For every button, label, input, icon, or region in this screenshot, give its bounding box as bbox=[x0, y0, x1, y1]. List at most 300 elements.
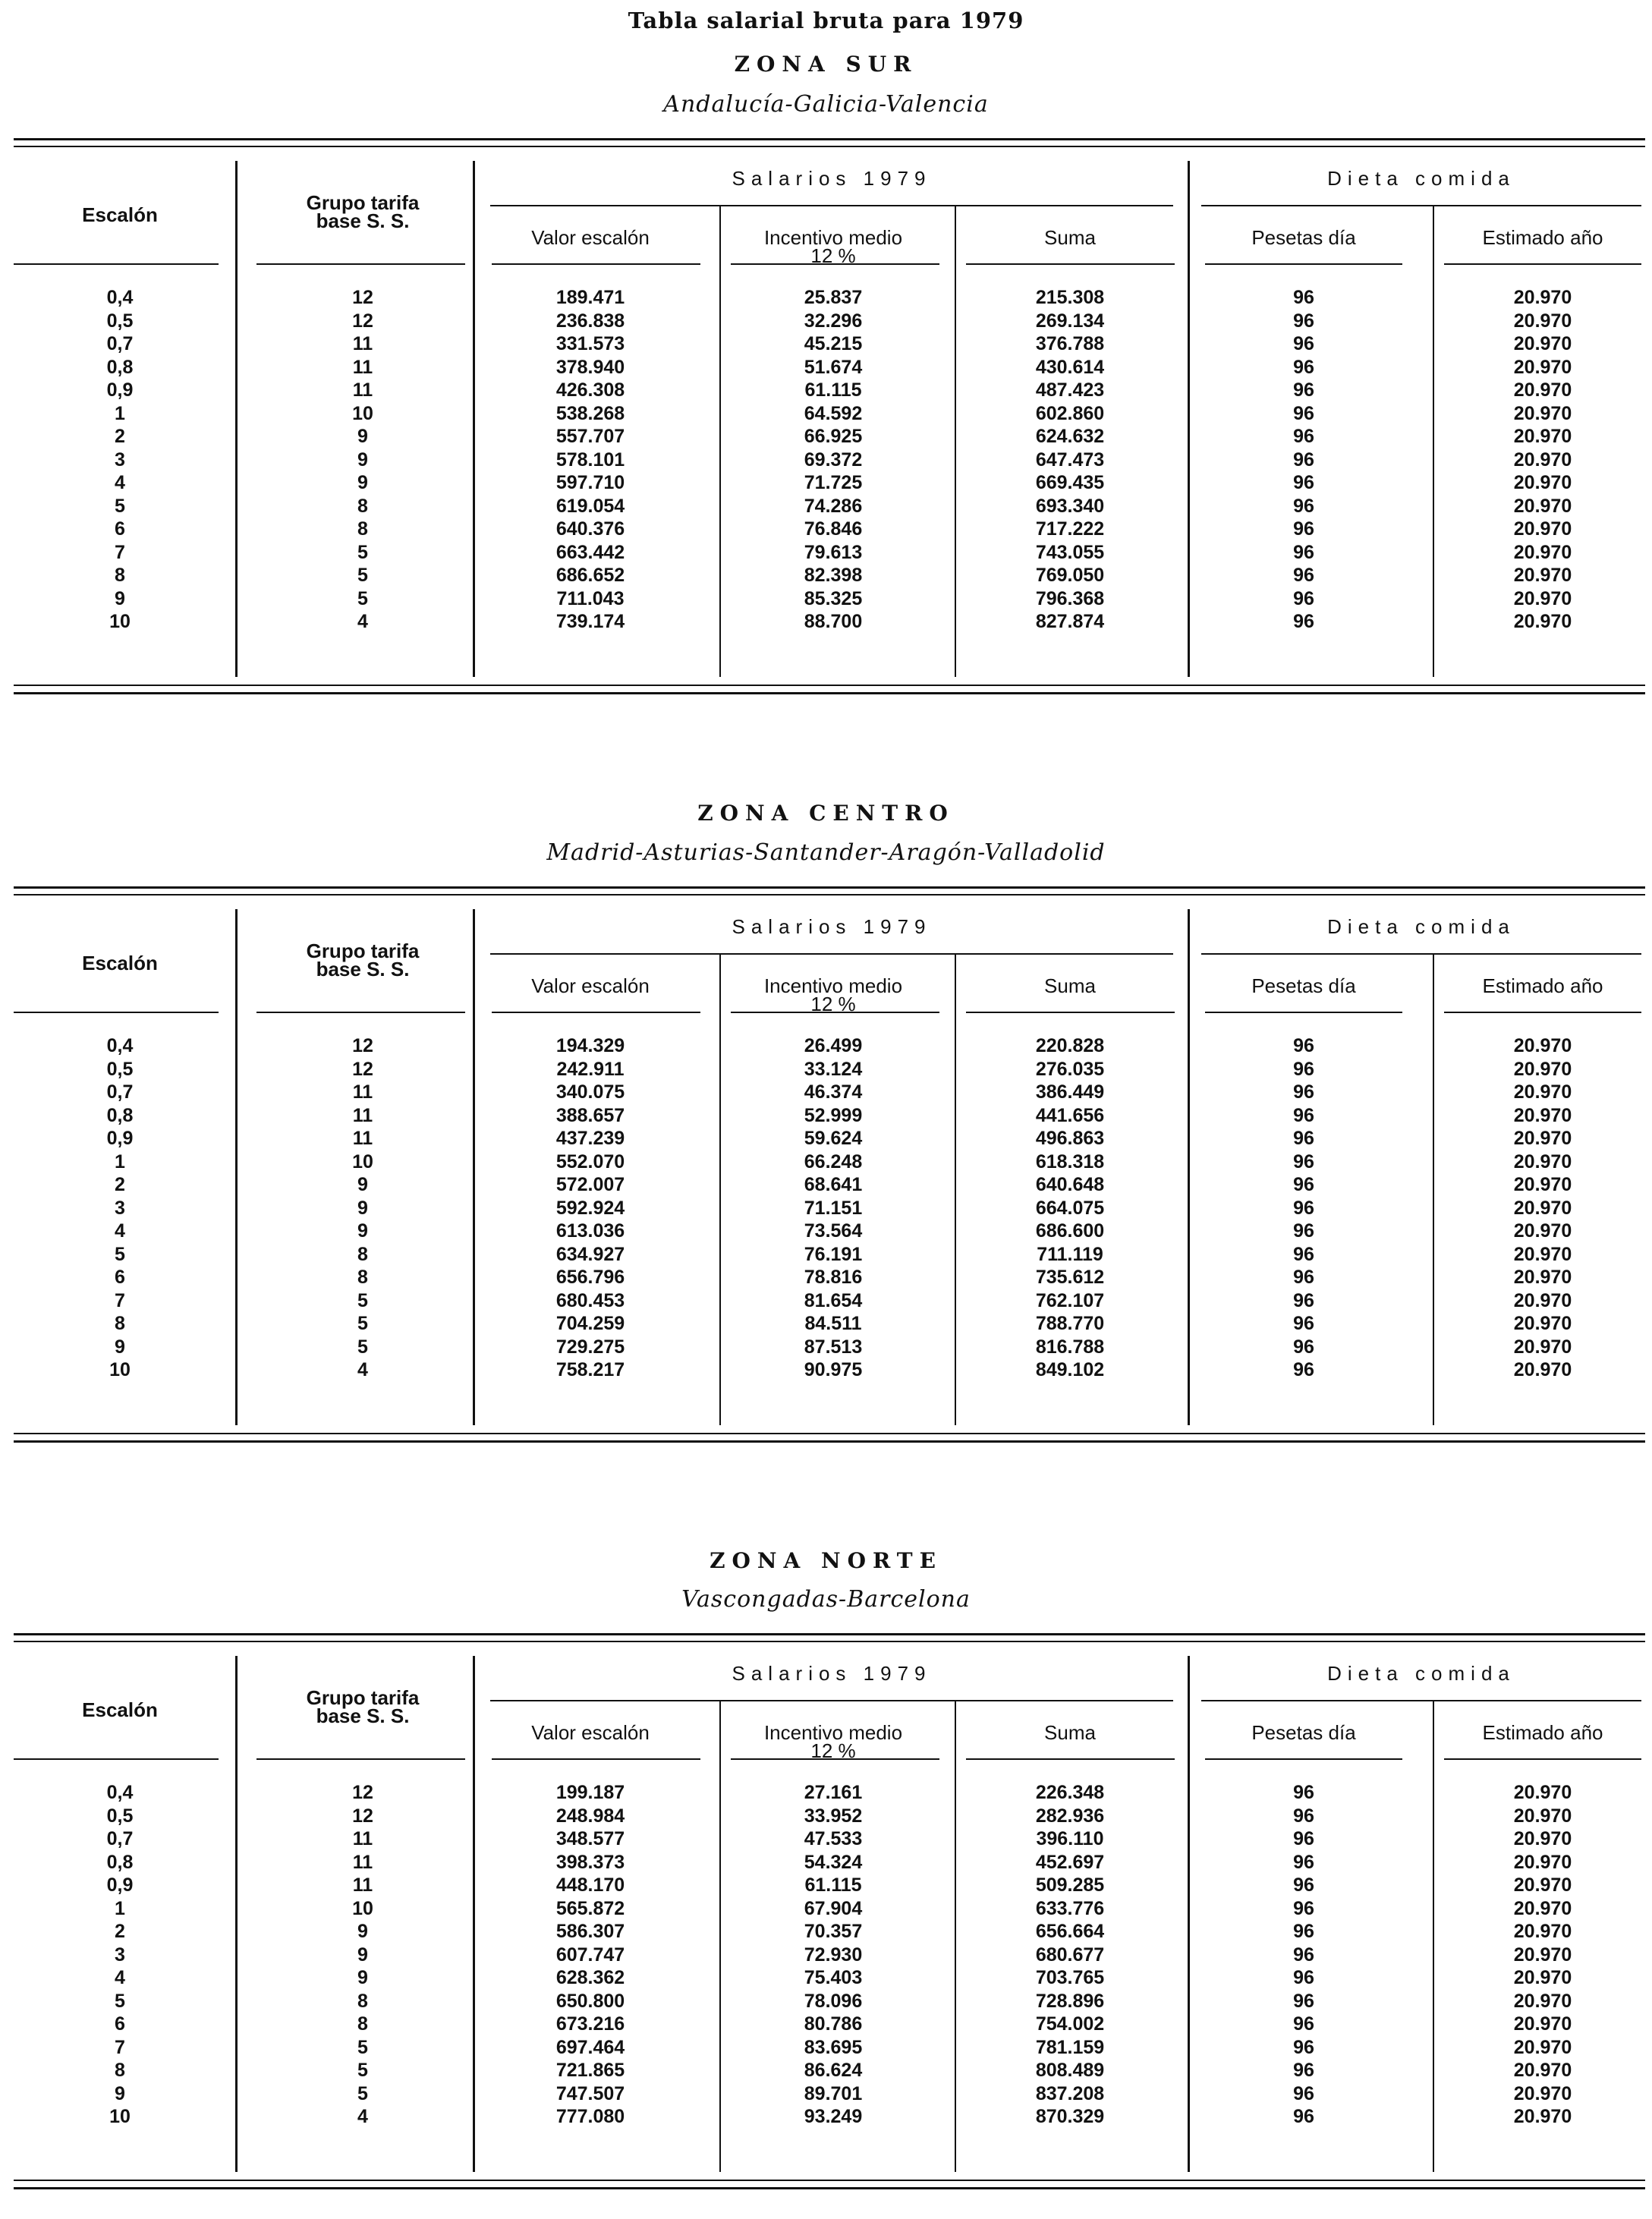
table-cell: 282.936 bbox=[1035, 1805, 1105, 1827]
table-cell: 618.318 bbox=[1035, 1150, 1105, 1172]
table-cell: 69.372 bbox=[804, 449, 863, 471]
top-rule-inner bbox=[14, 894, 1645, 895]
table-cell: 8 bbox=[357, 518, 368, 540]
table-cell: 20.970 bbox=[1513, 541, 1572, 563]
table-row bbox=[14, 518, 1645, 541]
table-cell: 226.348 bbox=[1035, 1782, 1105, 1803]
table-row bbox=[14, 1944, 1645, 1967]
bottom-rule-outer bbox=[14, 2187, 1645, 2189]
table-cell: 0,9 bbox=[106, 1874, 134, 1896]
table-cell: 8 bbox=[115, 1313, 125, 1334]
table-cell: 633.776 bbox=[1035, 1897, 1105, 1919]
document-title: Tabla salarial bruta para 1979 bbox=[628, 8, 1024, 33]
table-cell: 96 bbox=[1293, 1243, 1314, 1265]
header-underline bbox=[1205, 263, 1402, 265]
table-cell: 9 bbox=[115, 1336, 125, 1358]
header-grupo-line1: Grupo tarifa bbox=[306, 940, 420, 962]
table-cell: 96 bbox=[1293, 472, 1314, 493]
table-cell: 538.268 bbox=[555, 402, 625, 424]
table-cell: 75.403 bbox=[804, 1967, 863, 1988]
table-cell: 827.874 bbox=[1035, 611, 1105, 632]
salarios-rule bbox=[490, 205, 1173, 206]
table-cell: 386.449 bbox=[1035, 1081, 1105, 1103]
table-cell: 68.641 bbox=[804, 1174, 863, 1195]
table-cell: 9 bbox=[357, 1174, 368, 1195]
table-cell: 1 bbox=[115, 402, 125, 424]
table-cell: 96 bbox=[1293, 1104, 1314, 1126]
table-cell: 71.725 bbox=[804, 472, 863, 493]
table-cell: 96 bbox=[1293, 1359, 1314, 1380]
table-cell: 0,7 bbox=[106, 1081, 134, 1103]
table-cell: 8 bbox=[357, 1267, 368, 1288]
table-row bbox=[14, 379, 1645, 402]
table-cell: 20.970 bbox=[1513, 449, 1572, 471]
table-cell: 628.362 bbox=[555, 1967, 625, 1988]
table-cell: 20.970 bbox=[1513, 2036, 1572, 2058]
table-cell: 743.055 bbox=[1035, 541, 1105, 563]
table-cell: 20.970 bbox=[1513, 2106, 1572, 2127]
table-cell: 96 bbox=[1293, 310, 1314, 332]
table-cell: 728.896 bbox=[1035, 1990, 1105, 2012]
table-cell: 1 bbox=[115, 1150, 125, 1172]
table-cell: 59.624 bbox=[804, 1128, 863, 1149]
header-underline bbox=[14, 1012, 219, 1013]
header-pesetas-dia: Pesetas día bbox=[1251, 226, 1356, 249]
table-cell: 4 bbox=[115, 1967, 125, 1988]
table-row bbox=[14, 1874, 1645, 1897]
table-cell: 20.970 bbox=[1513, 333, 1572, 354]
table-row bbox=[14, 1920, 1645, 1944]
table-row bbox=[14, 1781, 1645, 1805]
table-cell: 66.248 bbox=[804, 1150, 863, 1172]
header-grupo-line1: Grupo tarifa bbox=[306, 1686, 420, 1709]
table-cell: 78.096 bbox=[804, 1990, 863, 2012]
header-suma: Suma bbox=[1044, 1721, 1096, 1744]
salarios-rule bbox=[490, 953, 1173, 955]
table-cell: 9 bbox=[357, 1197, 368, 1219]
table-cell: 8 bbox=[357, 495, 368, 517]
table-cell: 12 bbox=[352, 310, 373, 332]
table-cell: 87.513 bbox=[804, 1336, 863, 1358]
table-cell: 607.747 bbox=[555, 1944, 625, 1966]
table-cell: 96 bbox=[1293, 1805, 1314, 1827]
table-cell: 509.285 bbox=[1035, 1874, 1105, 1896]
header-underline bbox=[966, 263, 1175, 265]
table-cell: 45.215 bbox=[804, 333, 863, 354]
table-cell: 11 bbox=[352, 333, 373, 354]
table-cell: 20.970 bbox=[1513, 1267, 1572, 1288]
table-cell: 20.970 bbox=[1513, 1035, 1572, 1056]
table-row bbox=[14, 402, 1645, 426]
table-row bbox=[14, 1289, 1645, 1313]
table-cell: 398.373 bbox=[555, 1851, 625, 1873]
header-valor-escalon: Valor escalón bbox=[531, 226, 650, 249]
table-cell: 586.307 bbox=[555, 1921, 625, 1942]
table-cell: 89.701 bbox=[804, 2082, 863, 2104]
zone-0-rows bbox=[14, 286, 1645, 634]
table-cell: 20.970 bbox=[1513, 472, 1572, 493]
table-cell: 20.970 bbox=[1513, 1243, 1572, 1265]
table-row bbox=[14, 587, 1645, 611]
table-cell: 680.453 bbox=[555, 1289, 625, 1311]
table-cell: 20.970 bbox=[1513, 1967, 1572, 1988]
table-cell: 0,4 bbox=[106, 287, 134, 308]
table-cell: 96 bbox=[1293, 1897, 1314, 1919]
table-cell: 5 bbox=[357, 2082, 368, 2104]
table-cell: 9 bbox=[357, 1944, 368, 1966]
table-cell: 96 bbox=[1293, 2013, 1314, 2035]
table-cell: 20.970 bbox=[1513, 1128, 1572, 1149]
table-row bbox=[14, 2036, 1645, 2060]
table-cell: 5 bbox=[357, 2036, 368, 2058]
table-cell: 2 bbox=[115, 1174, 125, 1195]
table-cell: 849.102 bbox=[1035, 1359, 1105, 1380]
table-cell: 96 bbox=[1293, 1782, 1314, 1803]
table-cell: 711.119 bbox=[1037, 1243, 1103, 1265]
table-cell: 70.357 bbox=[804, 1921, 863, 1942]
table-cell: 10 bbox=[109, 1359, 131, 1380]
table-cell: 20.970 bbox=[1513, 2082, 1572, 2104]
table-cell: 96 bbox=[1293, 1921, 1314, 1942]
table-cell: 96 bbox=[1293, 2082, 1314, 2104]
table-cell: 20.970 bbox=[1513, 495, 1572, 517]
table-cell: 721.865 bbox=[555, 2060, 625, 2081]
table-cell: 769.050 bbox=[1035, 565, 1105, 586]
header-suma: Suma bbox=[1044, 226, 1096, 249]
table-cell: 96 bbox=[1293, 565, 1314, 586]
zone-2-table bbox=[14, 1633, 1645, 2219]
table-cell: 426.308 bbox=[555, 379, 625, 401]
table-cell: 242.911 bbox=[556, 1058, 625, 1080]
table-cell: 2 bbox=[115, 1921, 125, 1942]
table-cell: 80.786 bbox=[804, 2013, 863, 2035]
table-cell: 647.473 bbox=[1035, 449, 1105, 471]
table-row bbox=[14, 1081, 1645, 1104]
header-underline bbox=[256, 1012, 465, 1013]
header-underline bbox=[1444, 263, 1641, 265]
table-cell: 20.970 bbox=[1513, 518, 1572, 540]
table-cell: 20.970 bbox=[1513, 1289, 1572, 1311]
table-cell: 735.612 bbox=[1035, 1267, 1105, 1288]
table-cell: 0,8 bbox=[106, 1104, 134, 1126]
table-cell: 717.222 bbox=[1035, 518, 1105, 540]
table-cell: 0,8 bbox=[106, 1851, 134, 1873]
table-cell: 96 bbox=[1293, 1313, 1314, 1334]
header-pesetas-dia: Pesetas día bbox=[1251, 974, 1356, 997]
header-dieta: Dieta comida bbox=[1327, 1662, 1515, 1685]
header-dieta: Dieta comida bbox=[1327, 167, 1515, 190]
table-cell: 669.435 bbox=[1035, 472, 1105, 493]
table-cell: 83.695 bbox=[804, 2036, 863, 2058]
table-cell: 781.159 bbox=[1035, 2036, 1105, 2058]
table-cell: 0,9 bbox=[106, 1128, 134, 1149]
table-cell: 67.904 bbox=[804, 1897, 863, 1919]
bottom-rule-outer bbox=[14, 1440, 1645, 1443]
table-cell: 5 bbox=[357, 587, 368, 609]
table-cell: 76.846 bbox=[804, 518, 863, 540]
table-row bbox=[14, 1358, 1645, 1382]
table-cell: 5 bbox=[357, 541, 368, 563]
header-underline bbox=[14, 263, 219, 265]
table-cell: 602.860 bbox=[1035, 402, 1105, 424]
table-cell: 47.533 bbox=[804, 1828, 863, 1849]
table-cell: 12 bbox=[352, 287, 373, 308]
header-estimado-ano: Estimado año bbox=[1482, 974, 1603, 997]
table-cell: 82.398 bbox=[804, 565, 863, 586]
header-underline bbox=[256, 263, 465, 265]
zone-0-title: ZONA SUR bbox=[734, 52, 918, 77]
table-cell: 20.970 bbox=[1513, 356, 1572, 378]
table-cell: 51.674 bbox=[804, 356, 863, 378]
table-cell: 578.101 bbox=[555, 449, 625, 471]
table-row bbox=[14, 1034, 1645, 1058]
table-cell: 96 bbox=[1293, 1197, 1314, 1219]
table-row bbox=[14, 356, 1645, 379]
table-cell: 20.970 bbox=[1513, 1921, 1572, 1942]
table-cell: 697.464 bbox=[555, 2036, 625, 2058]
dieta-rule bbox=[1201, 1700, 1641, 1701]
table-row bbox=[14, 541, 1645, 565]
table-cell: 8 bbox=[357, 1243, 368, 1265]
table-cell: 10 bbox=[109, 2106, 131, 2127]
table-row bbox=[14, 1312, 1645, 1336]
table-cell: 20.970 bbox=[1513, 379, 1572, 401]
table-cell: 762.107 bbox=[1035, 1289, 1105, 1311]
table-cell: 4 bbox=[115, 1220, 125, 1242]
table-cell: 20.970 bbox=[1513, 2013, 1572, 2035]
table-cell: 0,9 bbox=[106, 379, 134, 401]
header-salarios: Salarios 1979 bbox=[732, 915, 932, 938]
header-underline bbox=[966, 1758, 1175, 1760]
table-cell: 10 bbox=[352, 1150, 373, 1172]
table-row bbox=[14, 610, 1645, 634]
zone-1-regions: Madrid-Asturias-Santander-Aragón-Valladolid bbox=[546, 839, 1106, 866]
table-row bbox=[14, 1127, 1645, 1150]
table-cell: 20.970 bbox=[1513, 1944, 1572, 1966]
header-salarios: Salarios 1979 bbox=[732, 167, 932, 190]
table-cell: 269.134 bbox=[1035, 310, 1105, 332]
table-cell: 796.368 bbox=[1035, 587, 1105, 609]
table-cell: 11 bbox=[352, 1828, 373, 1849]
table-cell: 11 bbox=[352, 1851, 373, 1873]
table-row bbox=[14, 1173, 1645, 1197]
table-cell: 3 bbox=[115, 449, 125, 471]
table-cell: 46.374 bbox=[804, 1081, 863, 1103]
zone-2-rows bbox=[14, 1781, 1645, 2129]
table-cell: 0,7 bbox=[106, 333, 134, 354]
header-incentivo-line1: Incentivo medio bbox=[763, 974, 903, 997]
table-cell: 194.329 bbox=[555, 1035, 625, 1056]
header-incentivo-line2: 12 % bbox=[810, 993, 856, 1015]
table-cell: 376.788 bbox=[1035, 333, 1105, 354]
table-cell: 189.471 bbox=[555, 287, 625, 308]
table-cell: 76.191 bbox=[804, 1243, 863, 1265]
header-underline bbox=[492, 1758, 700, 1760]
table-cell: 3 bbox=[115, 1197, 125, 1219]
table-cell: 96 bbox=[1293, 2106, 1314, 2127]
table-cell: 96 bbox=[1293, 1150, 1314, 1172]
table-cell: 96 bbox=[1293, 541, 1314, 563]
table-cell: 73.564 bbox=[804, 1220, 863, 1242]
table-cell: 5 bbox=[357, 1313, 368, 1334]
table-cell: 96 bbox=[1293, 2036, 1314, 2058]
table-cell: 8 bbox=[115, 565, 125, 586]
table-cell: 96 bbox=[1293, 1967, 1314, 1988]
header-underline bbox=[1205, 1012, 1402, 1013]
table-cell: 12 bbox=[352, 1058, 373, 1080]
table-cell: 20.970 bbox=[1513, 1897, 1572, 1919]
table-cell: 9 bbox=[357, 1220, 368, 1242]
table-cell: 220.828 bbox=[1035, 1035, 1105, 1056]
table-cell: 808.489 bbox=[1035, 2060, 1105, 2081]
table-cell: 4 bbox=[357, 611, 368, 632]
table-row bbox=[14, 1805, 1645, 1828]
header-incentivo-line2: 12 % bbox=[810, 244, 856, 267]
table-cell: 448.170 bbox=[555, 1874, 625, 1896]
table-cell: 20.970 bbox=[1513, 402, 1572, 424]
table-cell: 11 bbox=[352, 356, 373, 378]
table-cell: 9 bbox=[357, 426, 368, 447]
header-underline bbox=[256, 1758, 465, 1760]
table-cell: 619.054 bbox=[555, 495, 625, 517]
header-underline bbox=[1444, 1012, 1641, 1013]
table-cell: 20.970 bbox=[1513, 565, 1572, 586]
table-cell: 634.927 bbox=[555, 1243, 625, 1265]
table-cell: 729.275 bbox=[555, 1336, 625, 1358]
table-cell: 640.376 bbox=[555, 518, 625, 540]
table-cell: 704.259 bbox=[555, 1313, 625, 1334]
table-cell: 2 bbox=[115, 426, 125, 447]
table-cell: 11 bbox=[352, 1874, 373, 1896]
table-row bbox=[14, 1058, 1645, 1081]
table-cell: 10 bbox=[109, 611, 131, 632]
table-cell: 27.161 bbox=[804, 1782, 863, 1803]
header-estimado-ano: Estimado año bbox=[1482, 1721, 1603, 1744]
table-cell: 96 bbox=[1293, 1174, 1314, 1195]
table-cell: 11 bbox=[352, 379, 373, 401]
table-cell: 7 bbox=[115, 2036, 125, 2058]
table-cell: 592.924 bbox=[555, 1197, 625, 1219]
table-cell: 7 bbox=[115, 1289, 125, 1311]
table-row bbox=[14, 1990, 1645, 2013]
table-cell: 25.837 bbox=[804, 287, 863, 308]
table-row bbox=[14, 1150, 1645, 1174]
header-incentivo-line2: 12 % bbox=[810, 1739, 856, 1762]
table-cell: 90.975 bbox=[804, 1359, 863, 1380]
table-cell: 96 bbox=[1293, 611, 1314, 632]
table-cell: 96 bbox=[1293, 287, 1314, 308]
table-cell: 348.577 bbox=[555, 1828, 625, 1849]
table-cell: 96 bbox=[1293, 1220, 1314, 1242]
zone-2-title: ZONA NORTE bbox=[710, 1548, 942, 1573]
table-cell: 452.697 bbox=[1035, 1851, 1105, 1873]
table-row bbox=[14, 1966, 1645, 1990]
table-row bbox=[14, 1851, 1645, 1874]
table-cell: 96 bbox=[1293, 495, 1314, 517]
table-row bbox=[14, 2059, 1645, 2082]
table-cell: 747.507 bbox=[555, 2082, 625, 2104]
table-cell: 86.624 bbox=[804, 2060, 863, 2081]
table-cell: 9 bbox=[115, 587, 125, 609]
header-incentivo-line1: Incentivo medio bbox=[763, 1721, 903, 1744]
table-row bbox=[14, 449, 1645, 472]
table-cell: 20.970 bbox=[1513, 1990, 1572, 2012]
table-row bbox=[14, 1827, 1645, 1851]
table-cell: 20.970 bbox=[1513, 611, 1572, 632]
table-cell: 61.115 bbox=[804, 379, 862, 401]
table-row bbox=[14, 1266, 1645, 1289]
table-cell: 96 bbox=[1293, 356, 1314, 378]
top-rule bbox=[14, 138, 1645, 140]
table-cell: 711.043 bbox=[556, 587, 625, 609]
table-cell: 5 bbox=[115, 1990, 125, 2012]
table-cell: 12 bbox=[352, 1035, 373, 1056]
table-cell: 96 bbox=[1293, 1828, 1314, 1849]
table-cell: 79.613 bbox=[804, 541, 863, 563]
table-cell: 331.573 bbox=[555, 333, 625, 354]
table-cell: 703.765 bbox=[1035, 1967, 1105, 1988]
header-underline bbox=[1205, 1758, 1402, 1760]
table-cell: 650.800 bbox=[555, 1990, 625, 2012]
table-row bbox=[14, 286, 1645, 310]
table-cell: 673.216 bbox=[555, 2013, 625, 2035]
table-cell: 340.075 bbox=[555, 1081, 625, 1103]
table-cell: 5 bbox=[115, 495, 125, 517]
table-cell: 20.970 bbox=[1513, 1828, 1572, 1849]
table-cell: 0,5 bbox=[106, 310, 134, 332]
table-cell: 20.970 bbox=[1513, 1058, 1572, 1080]
table-cell: 1 bbox=[115, 1897, 125, 1919]
bottom-rule-outer bbox=[14, 692, 1645, 694]
table-cell: 20.970 bbox=[1513, 2060, 1572, 2081]
table-row bbox=[14, 425, 1645, 449]
dieta-rule bbox=[1201, 953, 1641, 955]
table-cell: 96 bbox=[1293, 1851, 1314, 1873]
table-cell: 96 bbox=[1293, 1289, 1314, 1311]
table-cell: 552.070 bbox=[555, 1150, 625, 1172]
table-cell: 686.652 bbox=[555, 565, 625, 586]
table-cell: 11 bbox=[352, 1128, 373, 1149]
table-cell: 5 bbox=[357, 565, 368, 586]
header-valor-escalon: Valor escalón bbox=[531, 974, 650, 997]
table-cell: 656.796 bbox=[555, 1267, 625, 1288]
table-cell: 663.442 bbox=[555, 541, 625, 563]
table-cell: 9 bbox=[357, 1967, 368, 1988]
table-cell: 5 bbox=[357, 2060, 368, 2081]
table-row bbox=[14, 471, 1645, 495]
table-cell: 52.999 bbox=[804, 1104, 863, 1126]
table-cell: 7 bbox=[115, 541, 125, 563]
header-grupo-line2: base S. S. bbox=[316, 1704, 410, 1727]
table-cell: 96 bbox=[1293, 379, 1314, 401]
top-rule bbox=[14, 886, 1645, 889]
zone-1-table bbox=[14, 886, 1645, 1472]
table-cell: 777.080 bbox=[555, 2106, 625, 2127]
header-underline bbox=[14, 1758, 219, 1760]
table-cell: 248.984 bbox=[555, 1805, 625, 1827]
table-cell: 276.035 bbox=[1035, 1058, 1105, 1080]
table-cell: 5 bbox=[115, 1243, 125, 1265]
table-cell: 33.124 bbox=[804, 1058, 863, 1080]
table-cell: 96 bbox=[1293, 1081, 1314, 1103]
top-rule-inner bbox=[14, 1641, 1645, 1642]
header-underline bbox=[492, 263, 700, 265]
table-cell: 11 bbox=[352, 1081, 373, 1103]
table-cell: 20.970 bbox=[1513, 1174, 1572, 1195]
table-cell: 96 bbox=[1293, 333, 1314, 354]
table-cell: 758.217 bbox=[555, 1359, 625, 1380]
table-cell: 20.970 bbox=[1513, 1081, 1572, 1103]
